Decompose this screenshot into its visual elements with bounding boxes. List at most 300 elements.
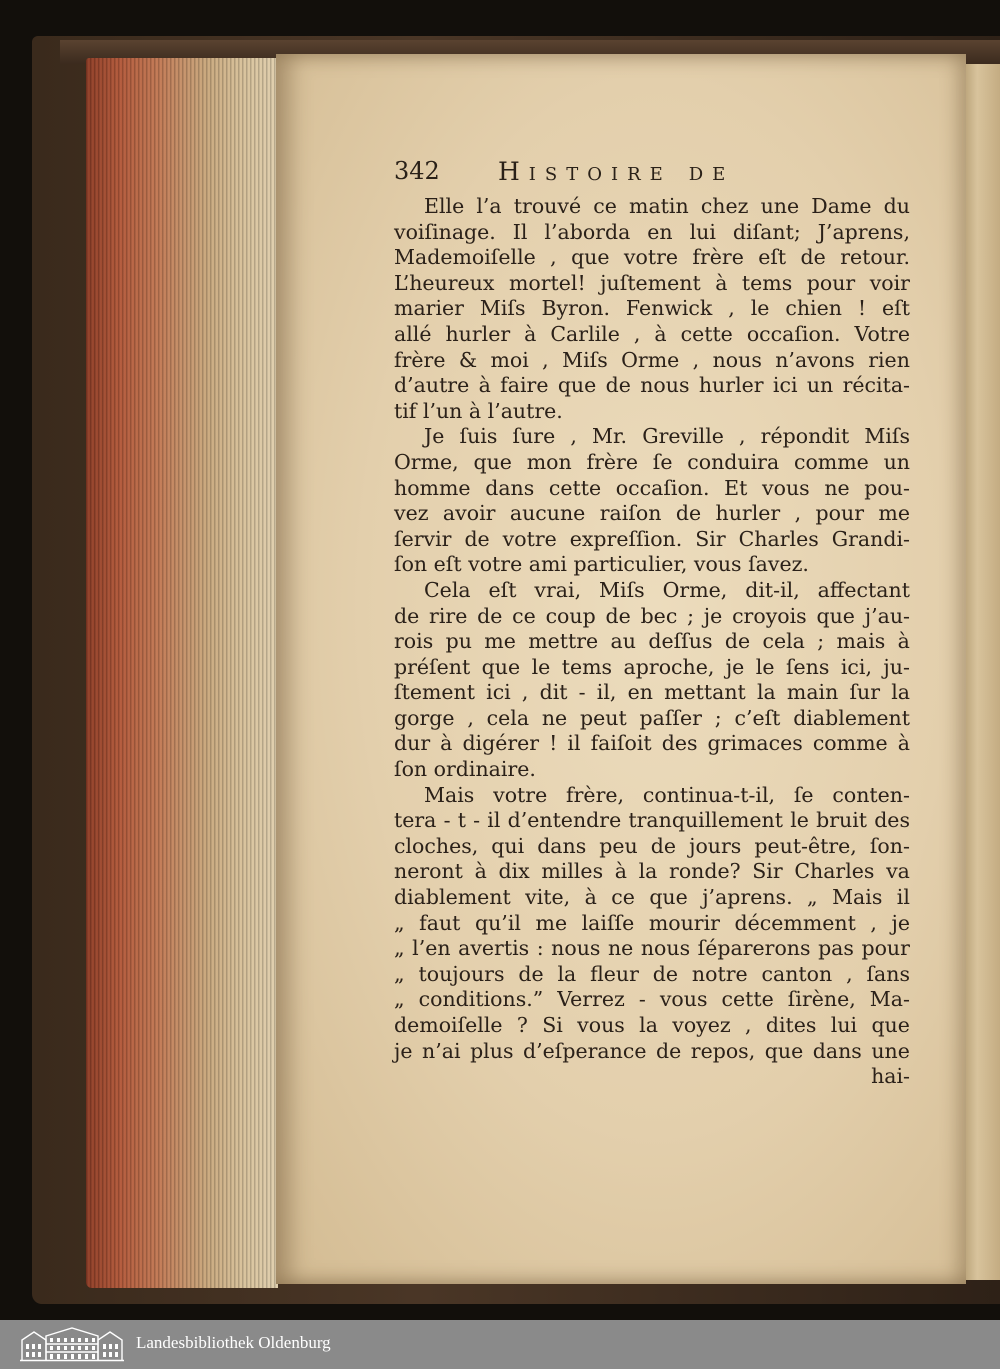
text-word: moi <box>490 347 529 372</box>
text-word: tranquillement <box>628 808 783 833</box>
text-word: le <box>531 654 551 679</box>
text-word: mortel! <box>508 270 586 295</box>
text-word: préſent <box>394 654 471 679</box>
text-word: n’avons <box>775 347 855 372</box>
text-word: Byron. <box>541 296 610 321</box>
text-word: rien <box>868 347 910 372</box>
text-word: aproche, <box>623 654 715 679</box>
text-word: main <box>786 680 839 705</box>
text-word: que <box>481 654 521 679</box>
text-word: pour <box>815 501 865 526</box>
text-word: dans <box>812 1038 862 1063</box>
text-word: vous <box>577 1013 625 1037</box>
text-word: - <box>578 680 586 705</box>
text-word: grimaces <box>707 731 803 756</box>
text-line: ſon eſt votre ami particulier, vous ſavez. <box>394 552 809 577</box>
text-line <box>394 987 910 1013</box>
text-word: Et <box>724 475 748 500</box>
text-word: que <box>764 1038 804 1063</box>
text-word: paſſer <box>639 705 702 730</box>
text-word: que <box>816 603 855 628</box>
text-word: lui <box>830 1013 858 1037</box>
text-word: ne <box>824 475 850 500</box>
text-word: Sir <box>695 526 726 551</box>
text-word: Orme, <box>394 449 459 474</box>
text-word: matin <box>629 194 689 218</box>
text-line <box>394 706 910 732</box>
text-line: hai- <box>871 1064 910 1089</box>
text-word: il <box>567 731 581 756</box>
text-word: l’a <box>476 194 502 218</box>
text-line <box>394 834 910 860</box>
text-word: , <box>521 680 529 705</box>
text-word: la <box>557 961 577 986</box>
text-word: Sir <box>752 859 783 884</box>
text-line <box>394 220 910 246</box>
text-word: homme <box>394 475 471 500</box>
text-word: - <box>443 808 451 833</box>
text-word: Mademoiſelle <box>394 245 536 270</box>
text-word: frère <box>586 449 638 474</box>
text-word: diſant; <box>732 219 801 244</box>
text-word: L’heureux <box>394 270 495 295</box>
text-line <box>394 527 910 553</box>
text-word: ſuis <box>459 424 498 449</box>
text-word: il, <box>596 680 617 705</box>
text-word: cela <box>486 705 530 730</box>
text-word: en <box>647 219 673 244</box>
text-line <box>394 322 910 348</box>
text-word: Si <box>542 1013 563 1037</box>
text-word: affectant <box>817 577 910 602</box>
text-word: vous <box>762 475 810 500</box>
text-word: de <box>655 1038 682 1063</box>
text-word: que <box>571 245 610 270</box>
text-word: voir <box>869 270 910 295</box>
text-word: deſſus <box>648 629 713 654</box>
text-line <box>394 629 910 655</box>
text-word: ! <box>549 731 558 756</box>
text-word: dur <box>394 731 431 756</box>
text-word: comme <box>793 449 869 474</box>
text-word: ici, <box>840 654 872 679</box>
text-word: mettre <box>528 629 599 654</box>
text-word: une <box>871 1038 910 1063</box>
text-word: pas <box>818 936 854 961</box>
text-word: frère <box>394 347 446 372</box>
text-word: du <box>883 194 910 218</box>
text-line <box>394 245 910 271</box>
text-word: rire <box>429 603 468 628</box>
text-word: expreſſion. <box>569 526 683 551</box>
text-word: , <box>542 347 549 372</box>
text-line <box>394 296 910 322</box>
text-word: de <box>605 603 631 628</box>
text-word: chez <box>700 194 749 218</box>
text-word: ne <box>607 936 634 961</box>
text-word: : <box>536 936 544 961</box>
text-word: ſon- <box>869 833 910 858</box>
text-word: faire <box>500 373 549 398</box>
text-word: la <box>891 680 910 705</box>
text-word: tera <box>394 808 437 833</box>
text-word: de <box>650 833 677 858</box>
text-word: Mais <box>832 885 883 910</box>
text-word: , <box>745 1013 752 1037</box>
text-word: le <box>790 808 809 833</box>
text-word: dit-il, <box>745 577 800 602</box>
text-word: répondit <box>760 424 850 449</box>
text-line <box>394 936 910 962</box>
text-word: c’eſt <box>734 705 781 730</box>
text-word: à <box>614 859 627 884</box>
text-word: ſur <box>849 680 881 705</box>
text-word: ici <box>772 373 798 398</box>
text-word: , <box>870 910 877 935</box>
text-word: peut <box>580 705 627 730</box>
text-word: Charles <box>738 526 819 551</box>
text-word: dix <box>498 859 530 884</box>
text-word: eſt <box>488 577 517 602</box>
text-word: , <box>739 424 746 449</box>
text-word: ſéparerons <box>697 936 811 961</box>
text-word: je <box>703 603 723 628</box>
text-word: chien <box>785 296 842 321</box>
text-word: en <box>627 680 653 705</box>
text-word: de <box>518 961 544 986</box>
text-word: , <box>692 347 700 372</box>
text-word: me <box>535 910 568 935</box>
text-word: à <box>897 629 910 654</box>
text-line <box>394 604 910 630</box>
text-line <box>394 476 910 502</box>
text-word: jours <box>689 833 742 858</box>
text-word: pou- <box>864 475 910 500</box>
text-word: va <box>886 859 910 884</box>
text-word: ce <box>611 885 635 910</box>
text-line <box>394 783 910 809</box>
text-line <box>394 859 910 885</box>
text-word: aucune <box>509 501 586 526</box>
text-word: ſans <box>866 961 910 986</box>
text-word: „ <box>394 987 405 1012</box>
text-word: hurler <box>698 373 764 398</box>
text-word: votre <box>502 526 557 551</box>
text-word: vous <box>659 987 708 1012</box>
text-word: la <box>639 1013 658 1037</box>
text-word: de <box>724 629 751 654</box>
text-word: j’au- <box>864 603 910 628</box>
text-word: conduira <box>687 449 780 474</box>
text-word: je <box>725 654 745 679</box>
text-word: - <box>638 987 646 1012</box>
text-line <box>394 578 910 604</box>
text-word: , <box>550 245 557 270</box>
text-word: dans <box>485 475 535 500</box>
text-word: diablement <box>793 705 910 730</box>
text-word: de <box>394 603 420 628</box>
text-word: ce <box>512 603 536 628</box>
text-word: récita- <box>842 373 910 398</box>
text-word: des <box>874 808 910 833</box>
text-line <box>394 911 910 937</box>
text-word: , <box>633 321 641 346</box>
text-word: raiſon <box>599 501 662 526</box>
text-word: croyois <box>732 603 807 628</box>
text-word: dans <box>537 833 587 858</box>
text-line <box>394 808 910 834</box>
text-word: de <box>464 526 490 551</box>
text-word: digérer <box>462 731 540 756</box>
text-word: Cela <box>424 577 471 602</box>
text-word: Il <box>512 219 528 244</box>
text-word: Grandi- <box>831 526 910 551</box>
text-word: à <box>897 731 910 756</box>
text-word: coup <box>545 603 596 628</box>
text-word: Mr. <box>592 424 628 449</box>
text-word: Greville <box>642 424 724 449</box>
text-word: de <box>800 245 826 270</box>
text-word: Elle <box>424 194 465 218</box>
text-word: , <box>846 961 853 986</box>
text-word: bec <box>640 603 678 628</box>
text-word: d’entendre <box>507 808 622 833</box>
text-word: Je <box>424 424 445 449</box>
text-word: ; <box>817 629 825 654</box>
text-word: des <box>661 731 698 756</box>
text-word: de <box>477 603 503 628</box>
text-word: canton <box>761 961 833 986</box>
text-line <box>394 450 910 476</box>
text-word: que <box>473 449 512 474</box>
text-word: à <box>584 885 597 910</box>
library-name: Landesbibliothek Oldenburg <box>136 1333 331 1352</box>
text-word: il <box>896 885 910 910</box>
text-word: le <box>755 654 775 679</box>
text-word: l’en <box>412 936 451 961</box>
text-word: occaſion. <box>615 475 710 500</box>
text-word: Fenwick <box>625 296 713 321</box>
text-word: cette <box>680 321 733 346</box>
text-word: la <box>638 859 658 884</box>
text-word: plus <box>470 1038 514 1063</box>
text-word: Votre <box>854 321 910 346</box>
text-word: avertis <box>458 936 530 961</box>
text-word: frère <box>692 245 744 270</box>
text-word: nous <box>551 936 601 961</box>
text-word: „ <box>394 961 405 986</box>
text-word: lui <box>689 219 716 244</box>
text-word: hurler <box>445 321 511 346</box>
text-word: occaſion. <box>746 321 841 346</box>
text-line <box>394 194 910 220</box>
text-word: „ <box>394 910 405 935</box>
text-word: tems <box>561 654 613 679</box>
text-word: conten- <box>832 782 910 807</box>
text-word: au <box>610 629 636 654</box>
text-line <box>394 271 910 297</box>
text-word: vrai, <box>534 577 582 602</box>
text-word: mourir <box>648 910 720 935</box>
facing-page-edge <box>962 64 1000 1280</box>
text-word: , <box>570 424 577 449</box>
text-line <box>394 731 910 757</box>
text-word: ; <box>714 705 722 730</box>
text-word: ne <box>541 705 568 730</box>
text-line <box>394 962 910 988</box>
text-word: continua-t-il, <box>642 782 776 807</box>
text-word: eſt <box>882 296 910 321</box>
text-word: hurler <box>715 501 781 526</box>
text-line <box>394 348 910 374</box>
text-word: Dame <box>811 194 872 218</box>
text-word: cloches, <box>394 833 479 858</box>
text-word: un <box>883 449 910 474</box>
text-word: - <box>473 808 481 833</box>
text-word: fleur <box>590 961 639 986</box>
text-word: vez <box>394 501 429 526</box>
text-word: le <box>750 296 770 321</box>
text-word: à <box>478 373 491 398</box>
text-word: à <box>524 321 537 346</box>
text-word: j’aprens. <box>702 885 793 910</box>
text-word: à <box>715 270 728 295</box>
text-word: faut <box>419 910 461 935</box>
text-word: nous <box>640 936 691 961</box>
text-line <box>394 373 910 399</box>
text-word: faiſoit <box>590 731 652 756</box>
text-word: je <box>394 1038 413 1063</box>
text-word: à <box>440 731 453 756</box>
text-word: Orme, <box>662 577 728 602</box>
text-word: vite, <box>525 885 571 910</box>
text-word: Ma- <box>869 987 910 1012</box>
text-word: mon <box>526 449 572 474</box>
text-word: comme <box>812 731 888 756</box>
text-word: pour <box>861 936 910 961</box>
text-word: dit <box>539 680 568 705</box>
text-word: retour. <box>840 245 910 270</box>
text-word: Carlile <box>550 321 620 346</box>
text-word: diablement <box>394 885 511 910</box>
text-word: d’autre <box>394 373 470 398</box>
text-word: , <box>794 501 802 526</box>
text-word: à <box>474 859 487 884</box>
text-word: nous <box>640 373 690 398</box>
text-word: ! <box>857 296 867 321</box>
text-word: Miſs <box>562 347 608 372</box>
text-word: Verrez <box>557 987 625 1012</box>
text-word: ſervir <box>394 526 452 551</box>
text-word: d’eſperance <box>523 1038 647 1063</box>
text-word: cela <box>762 629 805 654</box>
text-word: voiſinage. <box>394 219 496 244</box>
text-line <box>394 424 910 450</box>
text-word: que <box>871 1013 910 1037</box>
text-word: ſtement <box>394 680 475 705</box>
text-line <box>394 885 910 911</box>
text-line <box>394 1013 910 1039</box>
text-word: ſe <box>793 782 814 807</box>
text-word: peu <box>599 833 638 858</box>
text-word: ; <box>687 603 695 628</box>
text-word: juſtement <box>600 270 701 295</box>
text-word: de <box>652 961 679 986</box>
text-word: n’ai <box>422 1038 461 1063</box>
text-word: pour <box>806 270 856 295</box>
text-word: & <box>458 347 478 372</box>
text-word: il <box>487 808 501 833</box>
text-word: nous <box>712 347 762 372</box>
text-word: marier <box>394 296 464 321</box>
text-word: dites <box>765 1013 817 1037</box>
text-word: Mais <box>424 782 475 807</box>
body-text <box>394 194 910 1090</box>
library-building-icon <box>20 1326 124 1362</box>
text-word: frère, <box>566 782 625 807</box>
text-word: de <box>605 373 631 398</box>
text-line <box>394 501 910 527</box>
footer-bar <box>0 1320 1000 1369</box>
text-word: tems <box>741 270 793 295</box>
text-word: ſe <box>652 449 673 474</box>
text-word: gorge <box>394 705 455 730</box>
text-word: ſirène, <box>787 987 856 1012</box>
text-word: mais <box>836 629 886 654</box>
text-word: je <box>891 910 910 935</box>
text-line <box>394 655 910 681</box>
text-word: ronde? <box>669 859 741 884</box>
text-word: cette <box>548 475 602 500</box>
text-line: tif l’un à l’autre. <box>394 398 563 423</box>
text-word: ici <box>486 680 511 705</box>
text-word: „ <box>394 936 405 961</box>
text-line: ſon ordinaire. <box>394 757 536 782</box>
text-word: votre <box>493 782 548 807</box>
text-word: toujours <box>418 961 505 986</box>
text-word: peut-être, <box>754 833 857 858</box>
text-word: Miſs <box>864 424 910 449</box>
text-word: me <box>878 501 910 526</box>
text-word: de <box>675 501 702 526</box>
text-word: une <box>760 194 800 218</box>
text-word: demoiſelle <box>394 1013 503 1037</box>
text-word: ju- <box>883 654 910 679</box>
text-word: pu <box>445 629 472 654</box>
text-word: milles <box>541 859 604 884</box>
text-word: ce <box>593 194 617 218</box>
page-header <box>394 157 910 189</box>
text-word: que <box>649 885 688 910</box>
text-word: Charles <box>794 859 875 884</box>
text-word: mettant <box>664 680 746 705</box>
running-head: Histoire de <box>498 157 735 186</box>
text-word: „ <box>807 885 818 910</box>
text-word: , <box>467 705 474 730</box>
text-word: Orme <box>621 347 680 372</box>
text-word: votre <box>623 245 678 270</box>
text-word: qu’il <box>474 910 521 935</box>
text-word: t <box>457 808 466 833</box>
text-word: à <box>654 321 667 346</box>
text-line <box>394 1039 910 1065</box>
text-word: avoir <box>442 501 496 526</box>
text-word: l’aborda <box>544 219 631 244</box>
text-word: voyez <box>672 1013 731 1037</box>
text-word: notre <box>691 961 748 986</box>
text-word: qui <box>491 833 525 858</box>
text-word: Miſs <box>479 296 526 321</box>
